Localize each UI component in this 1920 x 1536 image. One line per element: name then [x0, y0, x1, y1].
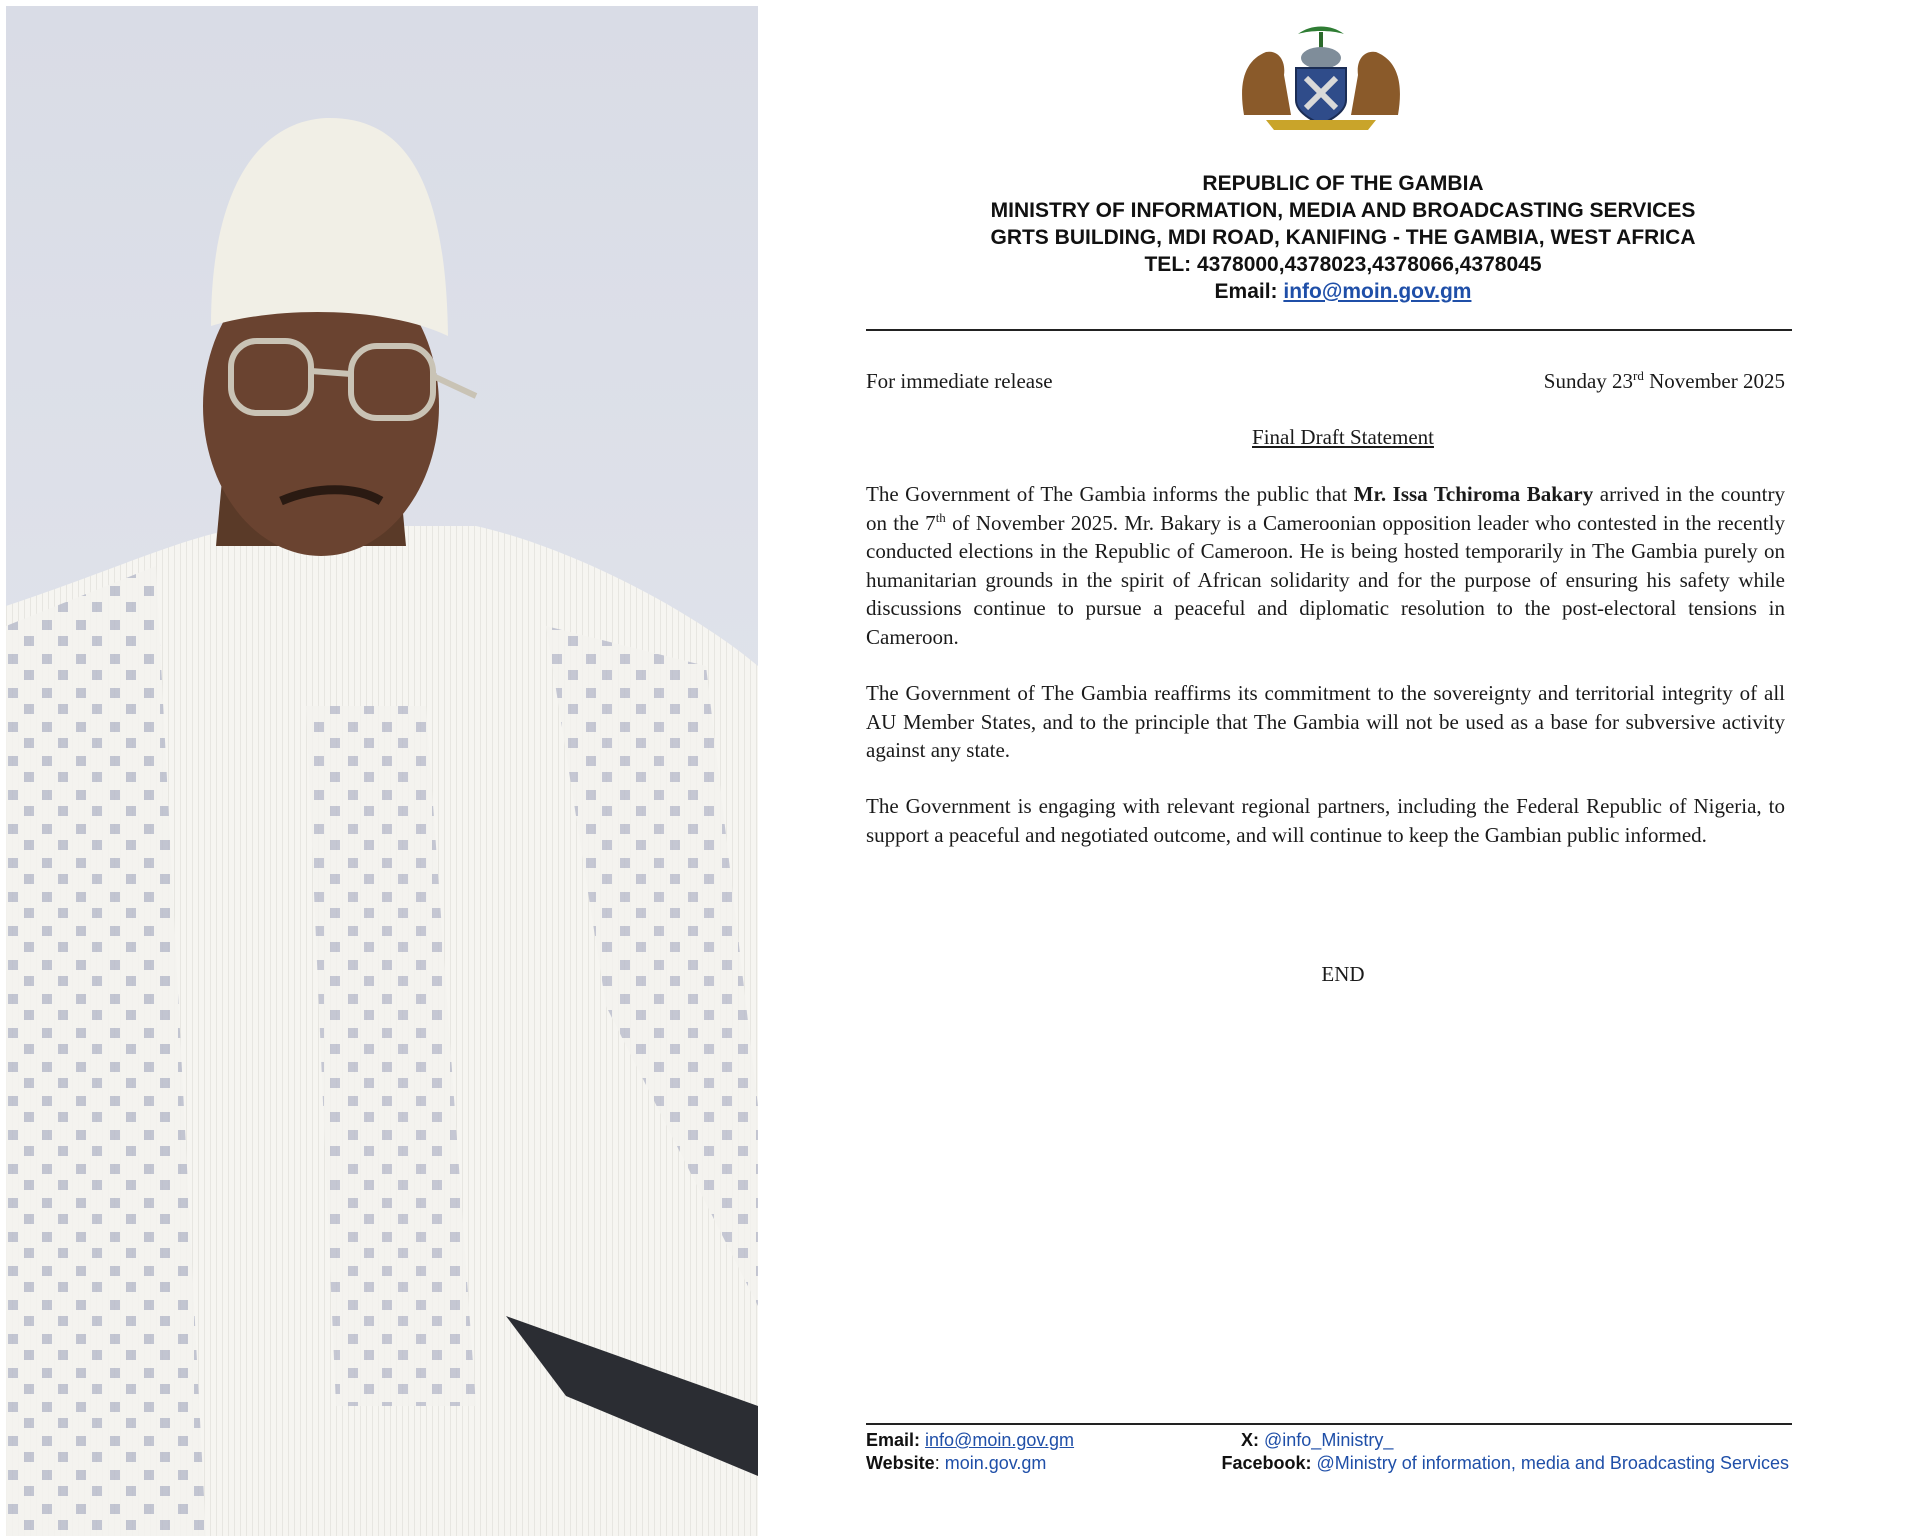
- footer-website: [866, 1451, 1046, 1475]
- p1-text-b: arrived in the country on the 7: [866, 482, 1785, 535]
- paragraph-2: The Government of The Gambia reaffirms its commitment to the sovereignty and territorial integrity of all AU Member States, and to the principle that The Gambia will not be used as a base for subversive activity against any state.: [866, 681, 1785, 762]
- footer-facebook-label: Facebook:: [1221, 1453, 1312, 1473]
- letterhead: [766, 170, 1920, 305]
- press-release-document: [766, 0, 1920, 1536]
- letterhead-telephone: TEL: 4378000,4378023,4378066,4378045: [1144, 253, 1542, 276]
- release-date-prefix: Sunday 23: [1543, 369, 1634, 393]
- portrait-photo: [6, 6, 758, 1536]
- footer-website-link[interactable]: moin.gov.gm: [944, 1453, 1047, 1473]
- letterhead-email-line: [766, 278, 1920, 305]
- end-marker: END: [1321, 962, 1365, 986]
- footer-email-link[interactable]: info@moin.gov.gm: [925, 1430, 1075, 1450]
- portrait-illustration: [6, 6, 758, 1536]
- p1-name: Mr. Issa Tchiroma Bakary: [1353, 482, 1594, 506]
- coat-of-arms-icon: [1236, 20, 1406, 132]
- p1-text-c: of November 2025. Mr. Bakary is a Cameroonian opposition leader who contested in the recently conducted elections in the Republic of Cameroon. He is being hosted temporarily in The Gambia purely on humanitarian grounds in the spirit of African solidarity and for the purpose of ensuring his safety while discussions continue to pursue a peaceful and diplomatic resolution to the post-electoral tensions in Cameroon.: [866, 510, 1785, 649]
- release-label: For immediate release: [866, 369, 1053, 393]
- footer-x: [1241, 1428, 1393, 1452]
- footer-x-handle[interactable]: @info_Ministry_: [1264, 1430, 1394, 1450]
- header-rule: [866, 329, 1792, 331]
- statement-title: Final Draft Statement: [1252, 425, 1434, 449]
- footer-email: [866, 1428, 1074, 1452]
- p1-sup: th: [935, 509, 946, 525]
- release-date: [1544, 368, 1785, 394]
- letterhead-ministry: MINISTRY OF INFORMATION, MEDIA AND BROADCASTING SERVICES: [990, 199, 1696, 222]
- footer: [866, 1428, 1792, 1488]
- panel-divider: [758, 0, 764, 1536]
- footer-facebook-link[interactable]: @Ministry of information, media and Broadcasting Services: [1316, 1453, 1789, 1473]
- release-date-sup: rd: [1633, 368, 1644, 383]
- footer-rule: [866, 1423, 1792, 1425]
- paragraph-3: The Government is engaging with relevant regional partners, including the Federal Republic of Nigeria, to support a peaceful and negotiated outcome, and will continue to keep the Gambian public informed.: [866, 794, 1785, 847]
- letterhead-email-link[interactable]: info@moin.gov.gm: [1283, 280, 1472, 303]
- footer-email-label: Email:: [866, 1430, 921, 1450]
- p1-text-a: The Government of The Gambia informs the public that: [866, 482, 1354, 506]
- release-date-suffix: November 2025: [1643, 369, 1785, 393]
- letterhead-email-label: Email:: [1214, 280, 1278, 303]
- letterhead-republic: REPUBLIC OF THE GAMBIA: [1202, 172, 1484, 195]
- footer-facebook: [1221, 1451, 1789, 1475]
- letterhead-address: GRTS BUILDING, MDI ROAD, KANIFING - THE GAMBIA, WEST AFRICA: [990, 226, 1696, 249]
- footer-website-label: Website: [866, 1453, 935, 1473]
- paragraph-1: [866, 480, 1785, 651]
- footer-x-label: X:: [1241, 1430, 1259, 1450]
- footer-website-sep: :: [934, 1453, 940, 1473]
